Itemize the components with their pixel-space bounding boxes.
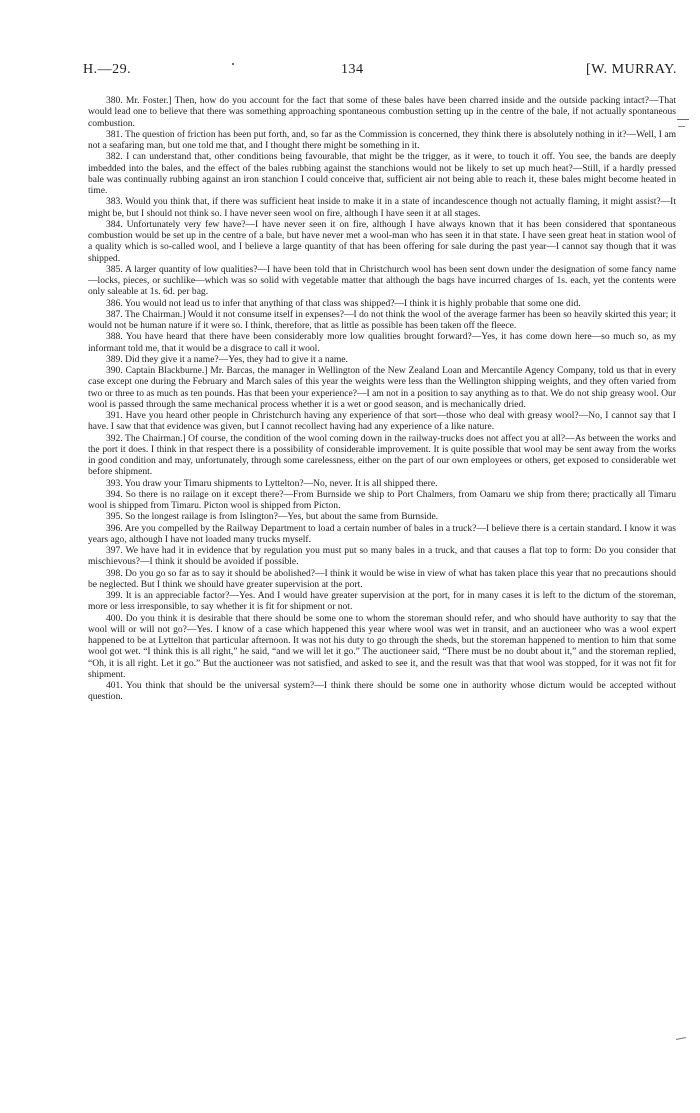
question-397: 397. We have had it in evidence that by regulation you must put so many bales in a truck, and that causes a flat top to form: Do you consider that mischievous?—I think it should be avoided if possible. — [88, 545, 676, 568]
question-382: 382. I can understand that, other conditions being favourable, that might be the trigger, as it were, to touch it off. You see, the bands are deeply imbedded into the bales, and the effect of the bales rubbing against the stanchions would not be likely to set up much heat?—Still, if a hardly pressed bale was continually rubbing against an iron stanchion I could conceive that, sufficient air not being able to reach it, these bales might become heated in time. — [88, 151, 676, 196]
question-388: 388. You have heard that there have been considerably more low qualities brought forward?—Yes, it has come down here—so much so, as my informant told me, that it would be a disgrace to call it wool. — [88, 331, 676, 354]
paper-reference: H.—29. — [83, 62, 132, 77]
question-393: 393. You draw your Timaru shipments to Lyttelton?—No, never. It is all shipped there. — [106, 477, 438, 489]
question-380: 380. Mr. Foster.] Then, how do you account for the fact that some of these bales have been charred inside and the outside packing intact?—That would lead one to believe that there was something approaching spontaneous combustion setting up in the centre of the bale, if not actually spontaneous combustion. — [88, 95, 676, 129]
question-391: 391. Have you heard other people in Christchurch having any experience of that sort—those who deal with greasy wool?—No, I cannot say that I have. I saw that that evidence was given, but I cannot recollect having had any experience of a like nature. — [88, 410, 676, 433]
question-381: 381. The question of friction has been put forth, and, so far as the Commission is concerned, they think there is absolutely nothing in it?—Well, I am not a seafaring man, but one told me that, and I thought there might be something in it. — [88, 128, 676, 151]
question-401: 401. You think that should be the universal system?—I think there should be some one in authority whose dictum would be accepted without question. — [88, 680, 676, 703]
margin-mark — [676, 1037, 686, 1040]
question-395: 395. So the longest railage is from Islington?—Yes, but about the same from Burnside. — [106, 511, 439, 523]
question-384: 384. Unfortunately very few have?—I have never seen it on fire, although I have always known that it has been considered that spontaneous combustion would be set up in the centre of a bale, but have never met a wool-man who has seen it in that state. I have seen great heat in station wool of a quality which is so-called wool, and I believe a large quantity of that has been offering for sale during the past year—I cannot say though that it was shipped. — [88, 218, 676, 264]
question-390: 390. Captain Blackburne.] Mr. Barcas, the manager in Wellington of the New Zealand Loan and Mercantile Agency Company, told us that in every case except one during the February and March sales of this year the weights were less than the Wellington shipping weights, and they often varied from two or three to as much as ten pounds. Has that been your experience?—I am not in a position to say anything as to that. We do not ship greasy wool. Our wool is passed through the same mechanical process whether it is a wet or good season, and is mechanically dried. — [88, 365, 676, 410]
question-398: 398. Do you go so far as to say it should be abolished?—I think it would be wise in view of what has taken place this year that no precautions should be neglected. But I think we should have greater supervision at the port. — [88, 567, 676, 590]
question-386: 386. You would not lead us to infer that anything of that class was shipped?—I think it is highly probable that some one did. — [106, 297, 581, 309]
question-389: 389. Did they give it a name?—Yes, they had to give it a name. — [106, 353, 348, 365]
question-400: 400. Do you think it is desirable that there should be some one to whom the storeman should refer, and who should have authority to say that the wool will or will not go?—Yes. I know of a case which happened this year where wool was wet in transit, and an auctioneer who was a wool expert happened to be at Lyttelton that particular afternoon. It was not his duty to go through the sheds, but the storeman happened to mention to him that some wool got wet. “I think this is all right,” he said, “and we will let it go.” The auctioneer said, “There must be no doubt about it,” and the storeman replied, “Oh, it is all right. Let it go.” But the auctioneer was not satisfied, and asked to see it, and the result was that that wool was stopped, for it was not fit for shipment. — [88, 612, 676, 680]
question-392: 392. The Chairman.] Of course, the condition of the wool coming down in the railway-trucks does not affect you at all?—As between the works and the port it does. I think in that respect there is a possibility of considerable improvement. It is quite possible that wool may be sent away from the works in good condition and may, unfortunately, through some carelessness, either on the part of our own employees or others, get exposed to considerable wet before shipment. — [88, 432, 676, 478]
question-394: 394. So there is no railage on it except there?—From Burnside we ship to Port Chalmers, from Oamaru we ship from there; practically all Timaru wool is shipped from Timaru. Picton wool is shipped from Picton. — [88, 488, 676, 511]
question-399: 399. It is an appreciable factor?—Yes. And I would have greater supervision at the port, for in many cases it is left to the dictum of the storeman, more or less irresponsible, to say whether it is fit for shipment or not. — [88, 590, 676, 613]
print-speck — [232, 63, 234, 65]
question-396: 396. Are you compelled by the Railway Department to load a certain number of bales in a truck?—I believe there is a certain standard. I know it was years ago, although I have not loaded many trucks myself. — [88, 522, 676, 545]
question-385: 385. A larger quantity of low qualities?—I have been told that in Christchurch wool has been sent down under the designation of some fancy name—locks, pieces, or suchlike—which was so solid with vegetable matter that although the bags have incurred charges of 1s. each, yet the contents were only saleable at 1s. 6d. per bag. — [88, 263, 676, 298]
margin-mark — [677, 119, 689, 120]
witness-name: [W. MURRAY. — [586, 62, 677, 77]
page-header — [83, 62, 677, 82]
evidence-body — [88, 95, 676, 703]
question-383: 383. Would you think that, if there was sufficient heat inside to make it in a state of incandescence though not actually flaming, it might assist?—It might be, but I should not think so. I have never seen wool on fire, although I have seen it at all stages. — [88, 196, 676, 219]
margin-mark — [678, 126, 685, 127]
page-number: 134 — [341, 62, 364, 77]
question-387: 387. The Chairman.] Would it not consume itself in expenses?—I do not think the wool of the average farmer has been so heavily skirted this year; it would not be human nature if it were so. I think, therefore, that as little as possible has been taken off the fleece. — [88, 308, 676, 331]
